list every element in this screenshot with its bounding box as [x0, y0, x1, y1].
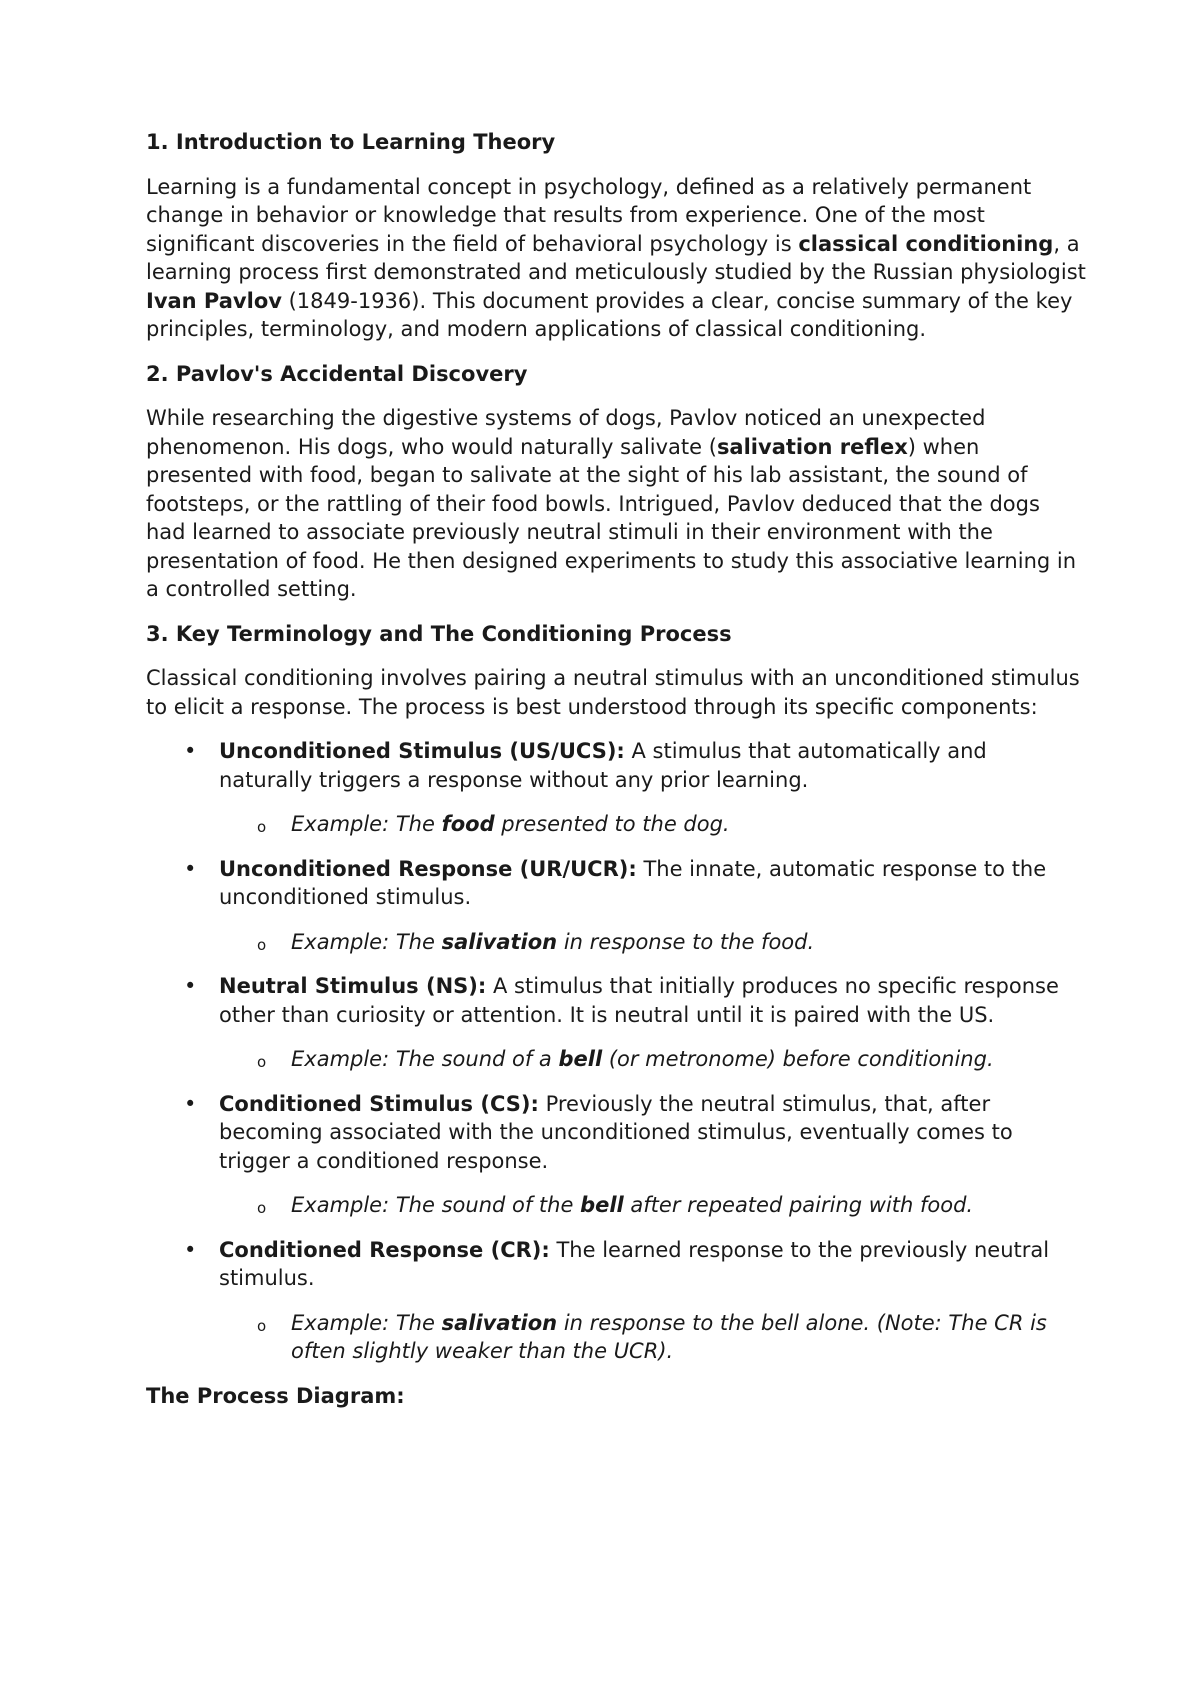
- term-label: Neutral Stimulus (NS):: [219, 974, 487, 998]
- section-1-heading: 1. Introduction to Learning Theory: [146, 130, 556, 154]
- terminology-list: [146, 737, 1086, 1366]
- bullet-icon: •: [184, 856, 197, 881]
- sub-bullet-icon: o: [257, 935, 267, 954]
- term-item: [146, 855, 1086, 957]
- bullet-icon: •: [184, 739, 197, 763]
- term-label: Unconditioned Stimulus (US/UCS):: [219, 739, 625, 763]
- text-run: Example: The: [291, 929, 442, 954]
- term-label: Conditioned Response (CR):: [219, 1237, 550, 1262]
- term-item: [146, 1236, 1086, 1366]
- term-definition: The innate, automatic response to the unconditioned stimulus.: [219, 856, 1047, 909]
- section-2-paragraph: [146, 404, 1086, 604]
- bullet-icon: •: [184, 974, 197, 998]
- term-definition: Previously the neutral stimulus, that, after becoming associated with the unconditioned stimulus, eventually comes to trigger a conditioned response.: [219, 1091, 1013, 1173]
- example-list: [219, 1309, 1086, 1366]
- example-list: [219, 810, 1086, 839]
- text-run: after repeated pairing with food.: [623, 1193, 974, 1217]
- term-item: [146, 1090, 1086, 1220]
- text-run: ) when presented with food, began to salivate at the sight of his lab assistant, the sound of footsteps, or the rattling of their food bowls. Intrigued, Pavlov deduced that the dogs had learned to associate previously neutral stimuli in their environment with the presentation of food. He then designed experiments to study this associative learning in a controlled setting.: [146, 434, 1077, 601]
- example-item: [219, 1045, 1086, 1074]
- document-page: [146, 128, 1086, 1410]
- process-diagram-title: The Process Diagram:: [146, 1383, 405, 1408]
- example-item: [219, 1309, 1086, 1366]
- section-3-heading: 3. Key Terminology and The Conditioning Process: [146, 621, 732, 646]
- text-run: While researching the digestive systems of dogs, Pavlov noticed an unexpected phenomenon. His dogs, who would naturally salivate (: [146, 406, 986, 459]
- text-run: Example: The sound of the: [291, 1193, 581, 1217]
- term-label: Unconditioned Response (UR/UCR):: [219, 856, 637, 881]
- term-item: [146, 737, 1086, 839]
- text-run: in response to the bell alone. (Note: The CR is often slightly weaker than the UCR).: [291, 1310, 1047, 1363]
- text-run: in response to the food.: [557, 929, 815, 954]
- example-list: [219, 1045, 1086, 1074]
- example-item: [219, 928, 1086, 957]
- sub-bullet-icon: o: [257, 818, 267, 836]
- bold-term: bell: [558, 1047, 603, 1071]
- text-run: presented to the dog.: [494, 812, 730, 836]
- example-item: [219, 1191, 1086, 1220]
- text-run: , a learning process first demonstrated and meticulously studied by the Russian physiologist: [146, 231, 1086, 284]
- term-definition: The learned response to the previously neutral stimulus.: [219, 1237, 1050, 1290]
- text-run: Example: The: [291, 1310, 442, 1335]
- bullet-icon: •: [184, 1091, 197, 1116]
- example-item: [219, 810, 1086, 839]
- term-item: [146, 972, 1086, 1074]
- section-3-intro: Classical conditioning involves pairing a neutral stimulus with an unconditioned stimulus to elicit a response. The process is best understood through its specific components:: [146, 666, 1080, 719]
- bold-term: classical conditioning: [798, 231, 1054, 256]
- sub-bullet-icon: o: [257, 1053, 267, 1071]
- bold-term: Ivan Pavlov: [146, 288, 282, 313]
- example-list: [219, 1191, 1086, 1220]
- bold-term: salivation: [441, 1310, 558, 1335]
- text-run: Example: The sound of a: [291, 1047, 559, 1071]
- text-run: (or metronome) before conditioning.: [602, 1047, 994, 1071]
- bold-term: salivation: [441, 929, 558, 954]
- sub-bullet-icon: o: [257, 1316, 267, 1335]
- bold-term: food: [441, 812, 495, 836]
- text-run: (1849-1936). This document provides a clear, concise summary of the key principles, terminology, and modern applications of classical conditioning.: [146, 288, 1073, 341]
- sub-bullet-icon: o: [257, 1199, 267, 1217]
- text-run: Learning is a fundamental concept in psychology, defined as a relatively permanent change in behavior or knowledge that results from experience. One of the most significant discoveries in the field of behavioral psychology is: [146, 174, 1032, 256]
- bold-term: bell: [580, 1193, 624, 1217]
- section-1-paragraph: [146, 173, 1086, 344]
- bold-term: salivation reflex: [716, 434, 908, 459]
- example-list: [219, 928, 1086, 957]
- term-definition: A stimulus that automatically and naturally triggers a response without any prior learning.: [219, 739, 987, 792]
- term-definition: A stimulus that initially produces no specific response other than curiosity or attention. It is neutral until it is paired with the US.: [219, 974, 1059, 1027]
- term-label: Conditioned Stimulus (CS):: [219, 1091, 539, 1116]
- bullet-icon: •: [184, 1237, 197, 1262]
- section-2-heading: 2. Pavlov's Accidental Discovery: [146, 361, 528, 386]
- text-run: Example: The: [291, 812, 442, 836]
